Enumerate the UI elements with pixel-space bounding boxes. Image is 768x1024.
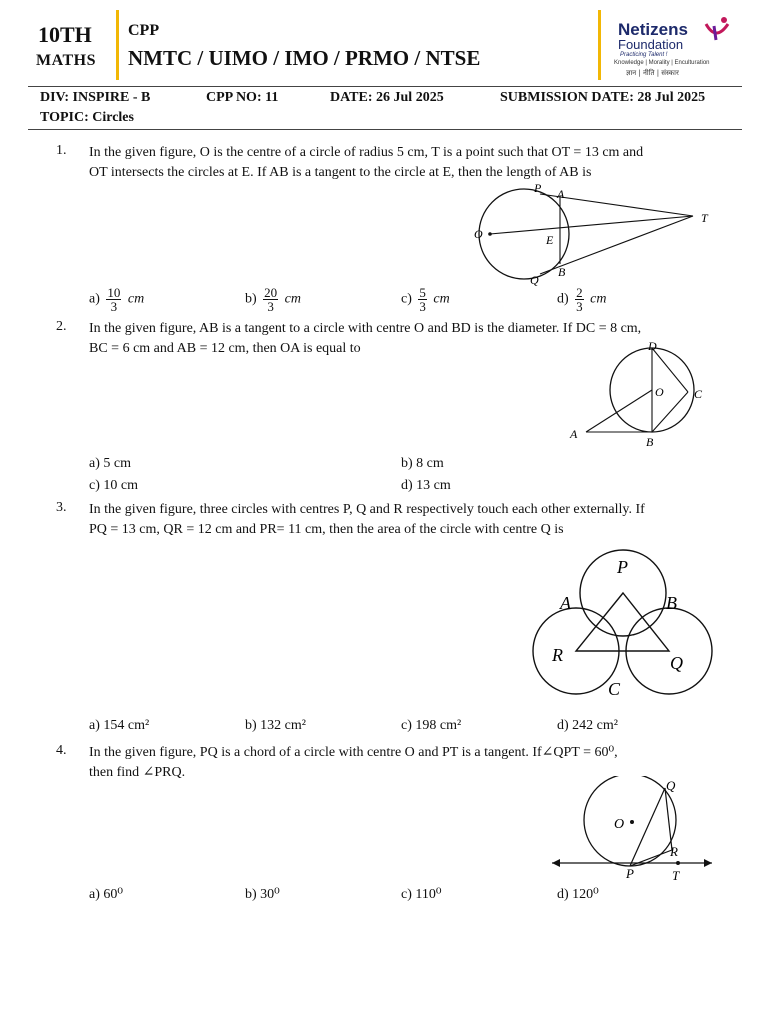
logo-name-line2: Foundation [618, 37, 684, 52]
division-label: DIV: INSPIRE - B [40, 90, 151, 105]
question-text-line: PQ = 13 cm, QR = 12 cm and PR= 11 cm, then the area of the circle with centre Q is [89, 522, 564, 537]
option-label: c) [401, 887, 412, 902]
option-a[interactable] [89, 718, 149, 734]
question-number: 2. [56, 319, 67, 334]
question-1-text [89, 143, 719, 183]
fraction-denominator: 3 [419, 299, 426, 314]
question-text-line: In the given figure, O is the centre of a circle of radius 5 cm, T is a point such that OT = 13 cm and [89, 145, 644, 160]
figure-label: E [546, 233, 554, 247]
option-label: c) [401, 718, 412, 733]
figure-label: C [694, 387, 703, 401]
figure-label: B [666, 593, 677, 613]
option-label: d) [401, 478, 413, 493]
figure-label: P [626, 866, 634, 881]
cpp-number: CPP NO: 11 [206, 90, 279, 105]
grade-label: 10TH [38, 22, 92, 47]
exam-list-title: NMTC / UIMO / IMO / PRMO / NTSE [128, 46, 481, 70]
option-c[interactable] [89, 478, 138, 494]
fraction-denominator: 3 [267, 299, 274, 314]
option-label: d) [557, 887, 569, 902]
option-c[interactable] [401, 286, 450, 313]
option-d[interactable] [401, 478, 451, 494]
logo-figure-icon [702, 14, 732, 44]
figure-label: O [614, 817, 625, 832]
question-number: 1. [56, 143, 67, 158]
figure-label: R [552, 645, 563, 665]
figure-label: O [655, 385, 664, 399]
option-b[interactable] [245, 886, 280, 903]
option-text: 110⁰ [415, 887, 442, 902]
subject-label: MATHS [36, 52, 96, 69]
question-text-line: In the given figure, AB is a tangent to a circle with centre O and BD is the diameter. If DC = 8 cm, [89, 321, 642, 336]
option-label: d) [557, 718, 569, 733]
option-d[interactable] [557, 718, 618, 734]
option-unit: cm [590, 291, 607, 307]
option-d[interactable] [557, 886, 599, 903]
option-label: c) [89, 478, 100, 493]
figure-label: P [534, 182, 542, 195]
logo-name-line1: Netizens [618, 20, 688, 39]
option-label: b) [245, 887, 257, 902]
fraction-numerator: 10 [107, 285, 121, 300]
header-divider-right [598, 10, 601, 80]
option-d[interactable] [557, 286, 607, 313]
option-unit: cm [284, 291, 301, 307]
fraction [263, 286, 278, 313]
option-label: b) [245, 718, 257, 733]
fraction-numerator: 2 [576, 285, 583, 300]
logo-values: Knowledge | Morality | Enculturation [614, 60, 710, 66]
option-label: a) [89, 718, 100, 733]
figure-label: Q [666, 778, 676, 793]
figure-label: T [672, 868, 680, 883]
option-text: 132 cm² [260, 718, 306, 733]
figure-label: A [557, 187, 565, 201]
option-text: 13 cm [416, 478, 451, 493]
option-b[interactable] [245, 718, 306, 734]
option-label: c) [401, 291, 412, 307]
option-a[interactable] [89, 886, 123, 903]
question-number: 4. [56, 743, 67, 758]
option-text: 5 cm [103, 456, 131, 471]
fraction [106, 286, 121, 313]
option-label: b) [401, 456, 413, 471]
question-3-text [89, 500, 719, 540]
option-unit: cm [127, 291, 145, 307]
fraction [418, 286, 427, 313]
option-text: 120⁰ [572, 887, 599, 902]
figure-label: D [648, 340, 657, 353]
figure-label: Q [530, 273, 539, 287]
question-text-line: In the given figure, three circles with centres P, Q and R respectively touch each other externally. If [89, 502, 645, 517]
option-c[interactable] [401, 718, 461, 734]
question-text-line: then find ∠PRQ. [89, 765, 186, 780]
figure-label: B [558, 265, 566, 279]
figure-label: Q [670, 653, 683, 673]
issue-date: DATE: 26 Jul 2025 [330, 90, 444, 105]
question-4-figure [548, 776, 718, 884]
figure-label: A [560, 593, 571, 613]
option-text: 8 cm [416, 456, 444, 471]
option-unit: cm [433, 291, 450, 307]
meta-rule [28, 129, 742, 130]
option-text: 60⁰ [103, 887, 124, 902]
figure-label: O [474, 227, 483, 241]
question-1-figure [468, 182, 718, 290]
figure-label: B [646, 435, 654, 449]
logo-tagline: Practicing Talent ! [620, 52, 668, 58]
option-label: a) [89, 456, 100, 471]
option-label: b) [245, 291, 257, 307]
option-b[interactable] [401, 456, 444, 472]
figure-label: P [617, 557, 628, 577]
option-text: 154 cm² [103, 718, 150, 733]
fraction-denominator: 3 [110, 299, 118, 314]
figure-label: T [701, 211, 708, 225]
doc-type-label: CPP [128, 22, 160, 39]
fraction-denominator: 3 [576, 299, 583, 314]
option-label: d) [557, 291, 569, 307]
logo-hindi-values: ज्ञान | नीति | संस्कार [626, 69, 679, 77]
fraction-numerator: 5 [419, 285, 426, 300]
figure-label: A [570, 427, 578, 441]
fraction [575, 286, 584, 313]
question-number: 3. [56, 500, 67, 515]
option-b[interactable] [245, 286, 301, 313]
question-text-line: OT intersects the circles at E. If AB is a tangent to the circle at E, then the length of AB is [89, 165, 592, 180]
header-divider-left [116, 10, 119, 80]
question-text-line: BC = 6 cm and AB = 12 cm, then OA is equal to [89, 341, 361, 356]
submission-date: SUBMISSION DATE: 28 Jul 2025 [500, 90, 706, 105]
figure-label: C [608, 679, 621, 699]
option-label: a) [89, 887, 100, 902]
topic-label: TOPIC: Circles [40, 110, 134, 125]
option-text: 242 cm² [572, 718, 618, 733]
question-3-figure [528, 545, 718, 700]
option-a[interactable] [89, 286, 144, 313]
option-text: 30⁰ [260, 887, 280, 902]
option-c[interactable] [401, 886, 441, 903]
option-label: a) [89, 291, 100, 307]
option-text: 10 cm [103, 478, 138, 493]
option-a[interactable] [89, 456, 131, 472]
question-text-line: In the given figure, PQ is a chord of a circle with centre O and PT is a tangent. If∠QPT = 60⁰, [89, 745, 618, 760]
figure-label: R [670, 844, 678, 859]
header-rule [28, 86, 742, 87]
fraction-numerator: 20 [264, 285, 278, 300]
question-2-figure [566, 340, 716, 452]
netizens-foundation-logo [612, 14, 737, 84]
option-text: 198 cm² [415, 718, 462, 733]
